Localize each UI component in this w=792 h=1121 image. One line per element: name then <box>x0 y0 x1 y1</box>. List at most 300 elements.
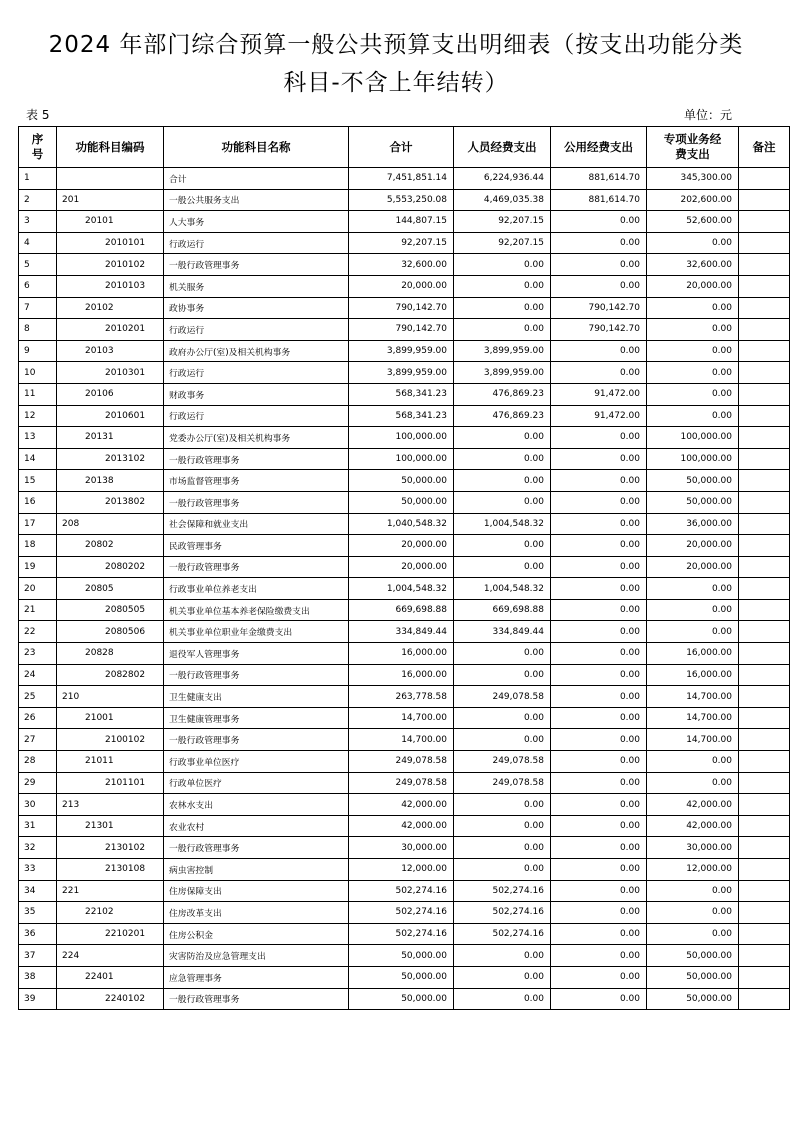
remark-cell <box>739 707 790 729</box>
name-cell: 政协事务 <box>164 297 349 319</box>
special-cell: 12,000.00 <box>647 859 739 881</box>
public-cell: 0.00 <box>551 686 647 708</box>
table-row <box>19 880 790 902</box>
header-public: 公用经费支出 <box>551 127 647 168</box>
remark-cell <box>739 254 790 276</box>
name-cell: 党委办公厅(室)及相关机构事务 <box>164 427 349 449</box>
personnel-cell: 0.00 <box>454 275 551 297</box>
seq-cell: 33 <box>19 859 57 881</box>
special-cell: 14,700.00 <box>647 707 739 729</box>
personnel-cell: 249,078.58 <box>454 751 551 773</box>
personnel-cell: 1,004,548.32 <box>454 513 551 535</box>
seq-cell: 20 <box>19 578 57 600</box>
code-cell: 20102 <box>57 297 164 319</box>
total-cell: 3,899,959.00 <box>349 340 454 362</box>
special-cell: 14,700.00 <box>647 686 739 708</box>
table-row <box>19 772 790 794</box>
name-cell: 行政运行 <box>164 232 349 254</box>
header-remark: 备注 <box>739 127 790 168</box>
special-cell: 345,300.00 <box>647 168 739 190</box>
seq-cell: 22 <box>19 621 57 643</box>
seq-cell: 8 <box>19 319 57 341</box>
special-cell: 100,000.00 <box>647 427 739 449</box>
total-cell: 568,341.23 <box>349 383 454 405</box>
special-cell: 0.00 <box>647 578 739 600</box>
table-row <box>19 383 790 405</box>
table-row <box>19 535 790 557</box>
total-cell: 12,000.00 <box>349 859 454 881</box>
total-cell: 100,000.00 <box>349 427 454 449</box>
remark-cell <box>739 815 790 837</box>
remark-cell <box>739 902 790 924</box>
seq-cell: 23 <box>19 643 57 665</box>
table-row <box>19 815 790 837</box>
remark-cell <box>739 405 790 427</box>
public-cell: 0.00 <box>551 211 647 233</box>
table-row <box>19 923 790 945</box>
table-row <box>19 945 790 967</box>
public-cell: 0.00 <box>551 448 647 470</box>
personnel-cell: 249,078.58 <box>454 772 551 794</box>
remark-cell <box>739 880 790 902</box>
special-cell: 50,000.00 <box>647 988 739 1010</box>
total-cell: 92,207.15 <box>349 232 454 254</box>
personnel-cell: 669,698.88 <box>454 599 551 621</box>
total-cell: 32,600.00 <box>349 254 454 276</box>
public-cell: 0.00 <box>551 254 647 276</box>
name-cell: 行政事业单位医疗 <box>164 751 349 773</box>
total-cell: 502,274.16 <box>349 902 454 924</box>
total-cell: 42,000.00 <box>349 794 454 816</box>
name-cell: 行政运行 <box>164 362 349 384</box>
personnel-cell: 0.00 <box>454 535 551 557</box>
seq-cell: 7 <box>19 297 57 319</box>
special-cell: 0.00 <box>647 772 739 794</box>
header-name: 功能科目名称 <box>164 127 349 168</box>
personnel-cell: 92,207.15 <box>454 211 551 233</box>
remark-cell <box>739 232 790 254</box>
personnel-cell: 0.00 <box>454 297 551 319</box>
header-total: 合计 <box>349 127 454 168</box>
code-cell: 20802 <box>57 535 164 557</box>
code-cell: 201 <box>57 189 164 211</box>
name-cell: 应急管理事务 <box>164 966 349 988</box>
remark-cell <box>739 621 790 643</box>
name-cell: 财政事务 <box>164 383 349 405</box>
personnel-cell: 1,004,548.32 <box>454 578 551 600</box>
special-cell: 50,000.00 <box>647 945 739 967</box>
special-cell: 32,600.00 <box>647 254 739 276</box>
table-row <box>19 448 790 470</box>
personnel-cell: 502,274.16 <box>454 902 551 924</box>
seq-cell: 24 <box>19 664 57 686</box>
code-cell: 208 <box>57 513 164 535</box>
remark-cell <box>739 751 790 773</box>
table-number: 表 5 <box>26 108 50 122</box>
personnel-cell: 0.00 <box>454 448 551 470</box>
code-cell: 2100102 <box>57 729 164 751</box>
public-cell: 0.00 <box>551 772 647 794</box>
total-cell: 1,004,548.32 <box>349 578 454 600</box>
table-header-row <box>19 127 790 168</box>
remark-cell <box>739 686 790 708</box>
personnel-cell: 0.00 <box>454 707 551 729</box>
total-cell: 249,078.58 <box>349 751 454 773</box>
remark-cell <box>739 319 790 341</box>
remark-cell <box>739 340 790 362</box>
budget-table <box>18 126 790 1010</box>
code-cell: 210 <box>57 686 164 708</box>
seq-cell: 6 <box>19 275 57 297</box>
special-cell: 16,000.00 <box>647 643 739 665</box>
code-cell: 21301 <box>57 815 164 837</box>
remark-cell <box>739 513 790 535</box>
public-cell: 0.00 <box>551 945 647 967</box>
seq-cell: 2 <box>19 189 57 211</box>
remark-cell <box>739 556 790 578</box>
personnel-cell: 0.00 <box>454 491 551 513</box>
remark-cell <box>739 729 790 751</box>
personnel-cell: 6,224,936.44 <box>454 168 551 190</box>
public-cell: 0.00 <box>551 815 647 837</box>
total-cell: 263,778.58 <box>349 686 454 708</box>
name-cell: 行政运行 <box>164 319 349 341</box>
public-cell: 0.00 <box>551 923 647 945</box>
personnel-cell: 0.00 <box>454 470 551 492</box>
code-cell: 224 <box>57 945 164 967</box>
page-title-line1: 2024 年部门综合预算一般公共预算支出明细表（按支出功能分类 <box>48 32 744 58</box>
table-row <box>19 168 790 190</box>
code-cell: 2010201 <box>57 319 164 341</box>
code-cell: 2130108 <box>57 859 164 881</box>
public-cell: 0.00 <box>551 470 647 492</box>
special-cell: 30,000.00 <box>647 837 739 859</box>
public-cell: 0.00 <box>551 794 647 816</box>
table-row <box>19 405 790 427</box>
total-cell: 144,807.15 <box>349 211 454 233</box>
remark-cell <box>739 211 790 233</box>
public-cell: 0.00 <box>551 837 647 859</box>
public-cell: 881,614.70 <box>551 168 647 190</box>
special-cell: 0.00 <box>647 232 739 254</box>
code-cell <box>57 168 164 190</box>
table-row <box>19 643 790 665</box>
seq-cell: 3 <box>19 211 57 233</box>
seq-cell: 26 <box>19 707 57 729</box>
public-cell: 91,472.00 <box>551 383 647 405</box>
special-cell: 0.00 <box>647 383 739 405</box>
seq-cell: 14 <box>19 448 57 470</box>
public-cell: 0.00 <box>551 427 647 449</box>
special-cell: 0.00 <box>647 902 739 924</box>
name-cell: 病虫害控制 <box>164 859 349 881</box>
table-row <box>19 859 790 881</box>
code-cell: 2080506 <box>57 621 164 643</box>
special-cell: 202,600.00 <box>647 189 739 211</box>
name-cell: 政府办公厅(室)及相关机构事务 <box>164 340 349 362</box>
remark-cell <box>739 470 790 492</box>
name-cell: 卫生健康管理事务 <box>164 707 349 729</box>
public-cell: 0.00 <box>551 535 647 557</box>
name-cell: 卫生健康支出 <box>164 686 349 708</box>
seq-cell: 18 <box>19 535 57 557</box>
seq-cell: 1 <box>19 168 57 190</box>
remark-cell <box>739 945 790 967</box>
table-row <box>19 470 790 492</box>
personnel-cell: 0.00 <box>454 319 551 341</box>
total-cell: 42,000.00 <box>349 815 454 837</box>
table-row <box>19 729 790 751</box>
personnel-cell: 0.00 <box>454 815 551 837</box>
table-row <box>19 427 790 449</box>
personnel-cell: 476,869.23 <box>454 383 551 405</box>
public-cell: 790,142.70 <box>551 319 647 341</box>
public-cell: 0.00 <box>551 362 647 384</box>
name-cell: 合计 <box>164 168 349 190</box>
name-cell: 一般公共服务支出 <box>164 189 349 211</box>
code-cell: 2082802 <box>57 664 164 686</box>
seq-cell: 25 <box>19 686 57 708</box>
total-cell: 502,274.16 <box>349 880 454 902</box>
table-row <box>19 232 790 254</box>
seq-cell: 5 <box>19 254 57 276</box>
personnel-cell: 0.00 <box>454 859 551 881</box>
special-cell: 20,000.00 <box>647 556 739 578</box>
public-cell: 0.00 <box>551 578 647 600</box>
seq-cell: 4 <box>19 232 57 254</box>
remark-cell <box>739 535 790 557</box>
table-row <box>19 556 790 578</box>
name-cell: 住房公积金 <box>164 923 349 945</box>
public-cell: 790,142.70 <box>551 297 647 319</box>
table-row <box>19 664 790 686</box>
table-row <box>19 751 790 773</box>
table-row <box>19 988 790 1010</box>
remark-cell <box>739 168 790 190</box>
public-cell: 0.00 <box>551 880 647 902</box>
code-cell: 2240102 <box>57 988 164 1010</box>
public-cell: 0.00 <box>551 232 647 254</box>
header-seq: 序号 <box>19 127 57 168</box>
personnel-cell: 249,078.58 <box>454 686 551 708</box>
table-row <box>19 707 790 729</box>
table-row <box>19 599 790 621</box>
code-cell: 22102 <box>57 902 164 924</box>
name-cell: 人大事务 <box>164 211 349 233</box>
special-cell: 16,000.00 <box>647 664 739 686</box>
name-cell: 一般行政管理事务 <box>164 988 349 1010</box>
special-cell: 0.00 <box>647 621 739 643</box>
seq-cell: 29 <box>19 772 57 794</box>
special-cell: 0.00 <box>647 340 739 362</box>
remark-cell <box>739 383 790 405</box>
special-cell: 14,700.00 <box>647 729 739 751</box>
seq-cell: 9 <box>19 340 57 362</box>
personnel-cell: 0.00 <box>454 427 551 449</box>
seq-cell: 31 <box>19 815 57 837</box>
special-cell: 0.00 <box>647 923 739 945</box>
special-cell: 0.00 <box>647 362 739 384</box>
seq-cell: 13 <box>19 427 57 449</box>
code-cell: 2010301 <box>57 362 164 384</box>
table-row <box>19 794 790 816</box>
table-row <box>19 621 790 643</box>
seq-cell: 12 <box>19 405 57 427</box>
name-cell: 社会保障和就业支出 <box>164 513 349 535</box>
public-cell: 881,614.70 <box>551 189 647 211</box>
code-cell: 21011 <box>57 751 164 773</box>
code-cell: 20101 <box>57 211 164 233</box>
total-cell: 50,000.00 <box>349 945 454 967</box>
name-cell: 一般行政管理事务 <box>164 837 349 859</box>
code-cell: 2010102 <box>57 254 164 276</box>
code-cell: 221 <box>57 880 164 902</box>
name-cell: 农业农村 <box>164 815 349 837</box>
table-row <box>19 902 790 924</box>
public-cell: 0.00 <box>551 751 647 773</box>
special-cell: 52,600.00 <box>647 211 739 233</box>
total-cell: 3,899,959.00 <box>349 362 454 384</box>
seq-cell: 39 <box>19 988 57 1010</box>
code-cell: 20138 <box>57 470 164 492</box>
name-cell: 灾害防治及应急管理支出 <box>164 945 349 967</box>
total-cell: 30,000.00 <box>349 837 454 859</box>
remark-cell <box>739 837 790 859</box>
remark-cell <box>739 966 790 988</box>
public-cell: 0.00 <box>551 966 647 988</box>
unit-label: 单位：元 <box>684 108 733 122</box>
total-cell: 790,142.70 <box>349 319 454 341</box>
public-cell: 0.00 <box>551 729 647 751</box>
name-cell: 一般行政管理事务 <box>164 491 349 513</box>
table-row <box>19 837 790 859</box>
code-cell: 20106 <box>57 383 164 405</box>
personnel-cell: 0.00 <box>454 988 551 1010</box>
header-code: 功能科目编码 <box>57 127 164 168</box>
total-cell: 50,000.00 <box>349 988 454 1010</box>
total-cell: 7,451,851.14 <box>349 168 454 190</box>
seq-cell: 36 <box>19 923 57 945</box>
special-cell: 20,000.00 <box>647 535 739 557</box>
table-row <box>19 513 790 535</box>
total-cell: 20,000.00 <box>349 535 454 557</box>
total-cell: 249,078.58 <box>349 772 454 794</box>
remark-cell <box>739 189 790 211</box>
personnel-cell: 92,207.15 <box>454 232 551 254</box>
total-cell: 790,142.70 <box>349 297 454 319</box>
remark-cell <box>739 448 790 470</box>
name-cell: 住房改革支出 <box>164 902 349 924</box>
personnel-cell: 0.00 <box>454 794 551 816</box>
seq-cell: 37 <box>19 945 57 967</box>
public-cell: 0.00 <box>551 621 647 643</box>
name-cell: 行政事业单位养老支出 <box>164 578 349 600</box>
remark-cell <box>739 599 790 621</box>
remark-cell <box>739 491 790 513</box>
remark-cell <box>739 859 790 881</box>
seq-cell: 34 <box>19 880 57 902</box>
public-cell: 0.00 <box>551 902 647 924</box>
personnel-cell: 334,849.44 <box>454 621 551 643</box>
public-cell: 0.00 <box>551 599 647 621</box>
special-cell: 42,000.00 <box>647 794 739 816</box>
total-cell: 50,000.00 <box>349 470 454 492</box>
name-cell: 一般行政管理事务 <box>164 556 349 578</box>
public-cell: 0.00 <box>551 664 647 686</box>
table-row <box>19 297 790 319</box>
public-cell: 0.00 <box>551 707 647 729</box>
total-cell: 568,341.23 <box>349 405 454 427</box>
table-row <box>19 340 790 362</box>
code-cell: 213 <box>57 794 164 816</box>
name-cell: 行政单位医疗 <box>164 772 349 794</box>
name-cell: 一般行政管理事务 <box>164 254 349 276</box>
name-cell: 市场监督管理事务 <box>164 470 349 492</box>
special-cell: 42,000.00 <box>647 815 739 837</box>
seq-cell: 38 <box>19 966 57 988</box>
table-row <box>19 189 790 211</box>
remark-cell <box>739 578 790 600</box>
personnel-cell: 0.00 <box>454 254 551 276</box>
personnel-cell: 502,274.16 <box>454 923 551 945</box>
name-cell: 机关事业单位职业年金缴费支出 <box>164 621 349 643</box>
name-cell: 民政管理事务 <box>164 535 349 557</box>
table-row <box>19 319 790 341</box>
code-cell: 2013802 <box>57 491 164 513</box>
public-cell: 0.00 <box>551 643 647 665</box>
special-cell: 50,000.00 <box>647 966 739 988</box>
name-cell: 住房保障支出 <box>164 880 349 902</box>
code-cell: 2010103 <box>57 275 164 297</box>
seq-cell: 28 <box>19 751 57 773</box>
personnel-cell: 0.00 <box>454 664 551 686</box>
remark-cell <box>739 988 790 1010</box>
total-cell: 50,000.00 <box>349 966 454 988</box>
name-cell: 退役军人管理事务 <box>164 643 349 665</box>
name-cell: 一般行政管理事务 <box>164 729 349 751</box>
special-cell: 100,000.00 <box>647 448 739 470</box>
table-row <box>19 578 790 600</box>
code-cell: 2080505 <box>57 599 164 621</box>
remark-cell <box>739 794 790 816</box>
personnel-cell: 502,274.16 <box>454 880 551 902</box>
public-cell: 0.00 <box>551 513 647 535</box>
code-cell: 20805 <box>57 578 164 600</box>
seq-cell: 35 <box>19 902 57 924</box>
total-cell: 334,849.44 <box>349 621 454 643</box>
total-cell: 502,274.16 <box>349 923 454 945</box>
seq-cell: 27 <box>19 729 57 751</box>
remark-cell <box>739 664 790 686</box>
remark-cell <box>739 297 790 319</box>
name-cell: 行政运行 <box>164 405 349 427</box>
personnel-cell: 476,869.23 <box>454 405 551 427</box>
seq-cell: 30 <box>19 794 57 816</box>
remark-cell <box>739 772 790 794</box>
table-row <box>19 254 790 276</box>
total-cell: 100,000.00 <box>349 448 454 470</box>
personnel-cell: 0.00 <box>454 837 551 859</box>
special-cell: 0.00 <box>647 405 739 427</box>
personnel-cell: 0.00 <box>454 729 551 751</box>
code-cell: 20131 <box>57 427 164 449</box>
name-cell: 农林水支出 <box>164 794 349 816</box>
code-cell: 2010101 <box>57 232 164 254</box>
code-cell: 2013102 <box>57 448 164 470</box>
code-cell: 20828 <box>57 643 164 665</box>
total-cell: 14,700.00 <box>349 707 454 729</box>
page-title-line2: 科目-不含上年结转） <box>283 70 509 96</box>
